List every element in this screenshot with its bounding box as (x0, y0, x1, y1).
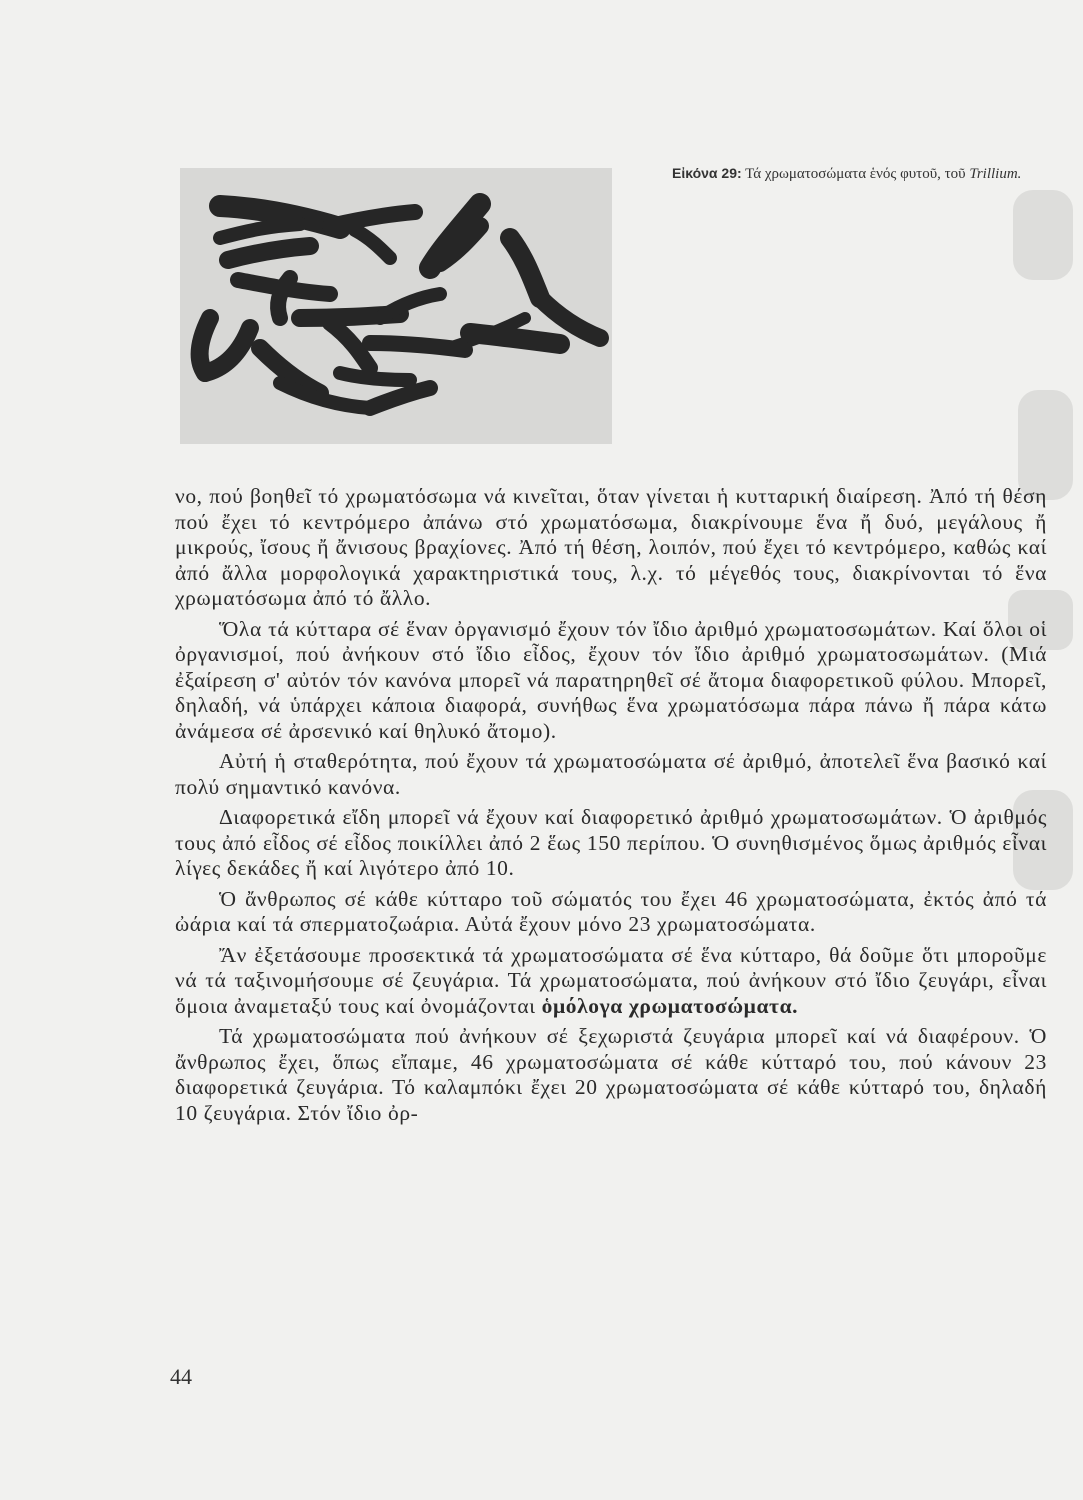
chromosome-figure (180, 168, 612, 444)
paragraph-2: Ὅλα τά κύτταρα σέ ἕναν ὀργανισμό ἔχουν τόν ἴδιο ἀριθμό χρωματοσωμάτων. Καί ὅλοι οἱ ὀργανισμοί, πού ἀνήκουν στό ἴδιο εἶδος, ἔχουν τόν ἴδιο ἀριθμό χρωματοσωμάτων. (Μιά ἐξαίρεση σ' αὐτόν τόν κανόνα μπορεῖ νά παρατηρηθεῖ σέ ἄτομα διαφορετικοῦ φύλου. Μπορεῖ, δηλαδή, νά ὑπάρχει κάποια διαφορά, συνήθως ἕνα χρωματόσωμα πάρα πάνω ἤ πάρα κάτω ἀνάμεσα σέ ἀρσενικό καί θηλυκό ἄτομο). (175, 616, 1047, 743)
homologous-chromosomes-term: ὁμόλογα χρωματοσώματα. (541, 993, 799, 1018)
figure-caption (672, 163, 1052, 184)
paragraph-6 (175, 943, 1047, 1020)
paragraph-3: Αὐτή ἡ σταθερότητα, πού ἔχουν τά χρωματοσώματα σέ ἀριθμό, ἀποτελεῖ ἕνα βασικό καί πολύ σημαντικό κανόνα. (175, 749, 1047, 799)
chromosome-micrograph (180, 168, 612, 444)
paragraph-4: Διαφορετικά εἴδη μπορεῖ νά ἔχουν καί διαφορετικό ἀριθμό χρωματοσωμάτων. Ὁ ἀριθμός τους ἀπό εἶδος σέ εἶδος ποικίλλει ἀπό 2 ἕως 150 περίπου. Ὁ συνηθισμένος ὅμως ἀριθμός εἶναι λίγες δεκάδες ἤ καί λιγότερο ἀπό 10. (175, 805, 1047, 880)
figure-caption-species: Trillium. (969, 166, 1022, 182)
show-through-shadow (1003, 170, 1083, 970)
paragraph-7: Τά χρωματοσώματα πού ἀνήκουν σέ ξεχωριστά ζευγάρια μπορεῖ καί νά διαφέρουν. Ὁ ἄνθρωπος ἔχει, ὅπως εἴπαμε, 46 χρωματοσώματα σέ κάθε κύτταρό του, πού κάνουν 23 διαφορετικά ζευγάρια. Τό καλαμπόκι ἔχει 20 χρωματοσώματα σέ κάθε κύτταρό του, δηλαδή 10 ζευγάρια. Στόν ἴδιο ὀρ- (175, 1024, 1047, 1125)
paragraph-1: νο, πού βοηθεῖ τό χρωματόσωμα νά κινεῖται, ὅταν γίνεται ἡ κυτταρική διαίρεση. Ἀπό τή θέση πού ἔχει τό κεντρόμερο ἀπάνω στό χρωματόσωμα, διακρίνουμε ἕνα ἤ δυό, μεγάλους ἤ μικρούς, ἴσους ἤ ἄνισους βραχίονες. Ἀπό τή θέση, λοιπόν, πού ἔχει τό κεντρόμερο, καθώς καί ἀπό ἄλλα μορφολογικά χαρακτηριστικά τους, λ.χ. τό μέγεθός τους, διακρίνονται τό ἕνα χρωματόσωμα ἀπό τό ἄλλο. (175, 484, 1047, 610)
paragraph-5: Ὁ ἄνθρωπος σέ κάθε κύτταρο τοῦ σώματός του ἔχει 46 χρωματοσώματα, ἐκτός ἀπό τά ὠάρια καί τά σπερματοζωάρια. Αὐτά ἔχουν μόνο 23 χρωματοσώματα. (175, 886, 1047, 936)
paragraph-6-text: Ἄν ἐξετάσουμε προσεκτικά τά χρωματοσώματα σέ ἕνα κύτταρο, θά δοῦμε ὅτι μποροῦμε νά τά ταξινομήσουμε σέ ζευγάρια. Τά χρωματοσώματα, πού ἀνήκουν στό ἴδιο ζευγάρι, εἶναι ὅμοια ἀναμεταξύ τους καί ὀνομάζονται (175, 942, 1047, 1018)
figure-caption-text: Τά χρωματοσώματα ἑνός φυτοῦ, τοῦ (745, 166, 966, 182)
body-text (175, 484, 1047, 1131)
page-number: 44 (170, 1364, 192, 1389)
figure-label: Εἰκόνα 29: (672, 165, 742, 181)
